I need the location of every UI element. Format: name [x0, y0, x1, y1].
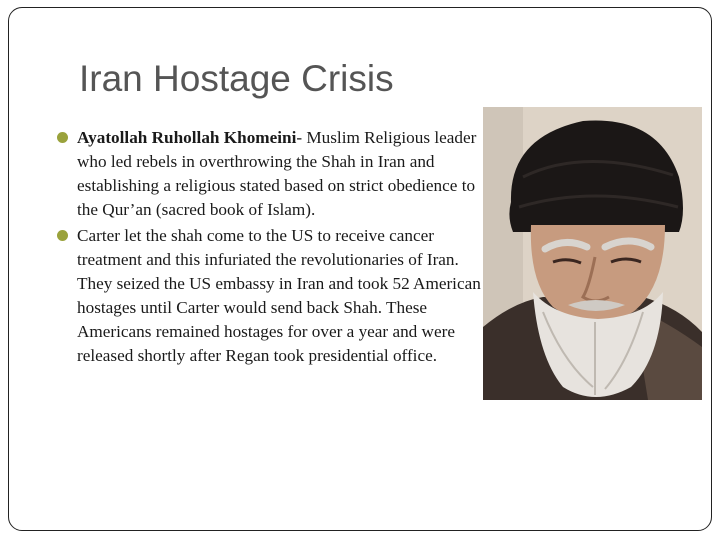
bullet-text — [77, 126, 487, 222]
slide-title: Iran Hostage Crisis — [79, 58, 394, 99]
portrait-illustration — [483, 107, 702, 400]
bullet-bold-name: Ayatollah Ruhollah Khomeini — [77, 128, 297, 147]
bullet-dot-icon — [57, 230, 68, 241]
bullet-item-khomeini — [55, 126, 487, 222]
bullet-text — [77, 224, 487, 368]
bullet-dot-icon — [57, 132, 68, 143]
portrait-photo — [483, 107, 702, 400]
bullet-item-hostages — [55, 224, 487, 368]
bullet-list — [55, 126, 487, 370]
bullet-body: - Muslim Religious leader who led rebels in overthrowing the Shah in Iran and establishing a religious stated based on strict obedience to the Qur’an (sacred book of Islam). — [77, 128, 477, 219]
bullet-body: Carter let the shah come to the US to receive cancer treatment and this infuriated the revolutionaries of Iran. They seized the US embassy in Iran and took 52 American hostages until Carter would send back Shah. These Americans remained hostages for over a year and were released shortly after Regan took presidential office. — [77, 226, 481, 365]
